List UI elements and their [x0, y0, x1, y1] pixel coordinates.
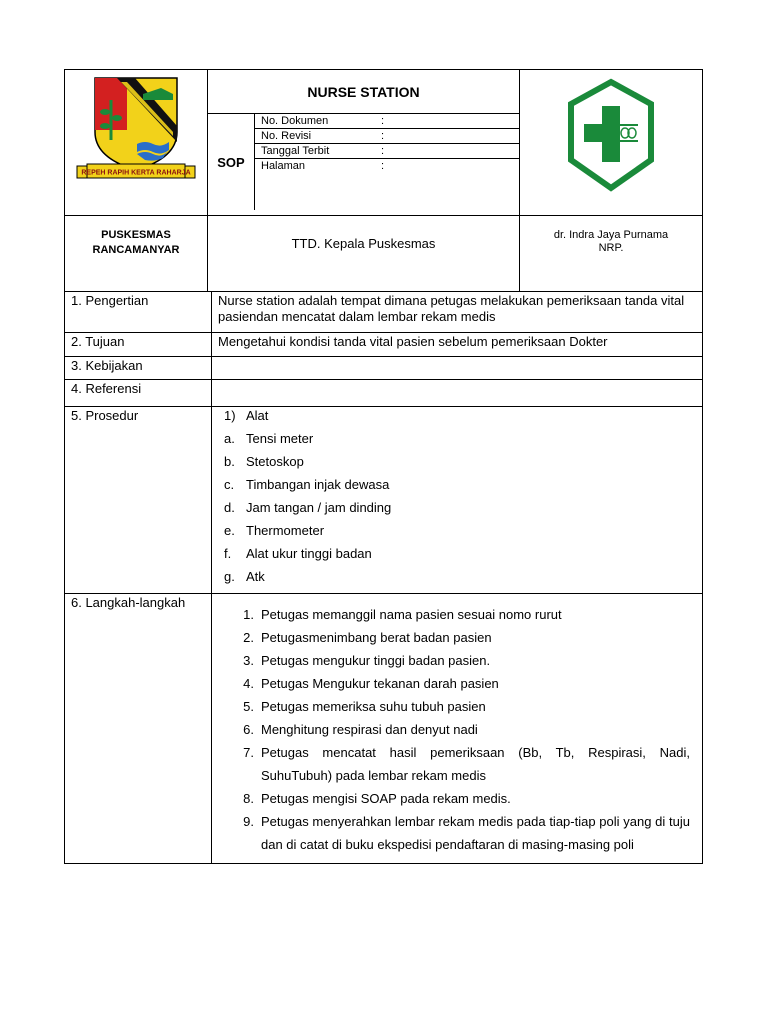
list-item: [232, 718, 690, 741]
section-label: 1. Pengertian: [65, 292, 212, 333]
field-label: No. Revisi: [261, 130, 312, 142]
puskesmas-logo-icon: [520, 70, 702, 210]
section-text: [212, 380, 703, 407]
list-text: Timbangan injak dewasa: [246, 477, 390, 492]
row-kebijakan: [65, 357, 703, 380]
sop-document: [64, 69, 703, 864]
field-no-revisi: [255, 129, 519, 144]
list-marker: b.: [224, 454, 235, 469]
section-label: 3. Kebijakan: [65, 357, 212, 380]
section-label: 6. Langkah-langkah: [65, 594, 212, 864]
field-label: No. Dokumen: [261, 115, 329, 127]
step-text: Petugas memeriksa suhu tubuh pasien: [261, 699, 486, 714]
field-colon: :: [381, 145, 385, 157]
section-label: 2. Tujuan: [65, 333, 212, 357]
puskesmas-logo-cell: [520, 70, 703, 216]
organization-cell: [65, 216, 208, 292]
step-number: 9.: [243, 814, 254, 829]
list-marker: 1): [224, 408, 236, 423]
doctor-nrp: NRP.: [598, 242, 624, 254]
step-number: 8.: [243, 791, 254, 806]
sop-fields: [255, 114, 519, 210]
step-text: Petugas mencatat hasil pemeriksaan (Bb, Tb, Respirasi, Nadi, SuhuTubuh) pada lembar rekam medis: [261, 745, 690, 783]
sign-table: [64, 215, 703, 292]
section-label: 4. Referensi: [65, 380, 212, 407]
list-text: Jam tangan / jam dinding: [246, 500, 392, 515]
section-text: Nurse station adalah tempat dimana petugas melakukan pemeriksaan tanda vital pasiendan mencatat dalam lembar rekam medis: [212, 292, 703, 333]
section-text: Mengetahui kondisi tanda vital pasien sebelum pemeriksaan Dokter: [212, 333, 703, 357]
step-text: Petugas Mengukur tekanan darah pasien: [261, 676, 499, 691]
document-title: NURSE STATION: [208, 70, 519, 114]
list-text: Thermometer: [246, 523, 325, 538]
doctor-cell: [520, 216, 703, 292]
prosedur-list: [212, 407, 703, 594]
field-label: Tanggal Terbit: [261, 145, 330, 157]
row-langkah: [65, 594, 703, 864]
field-tanggal-terbit: [255, 144, 519, 159]
step-number: 1.: [243, 607, 254, 622]
list-marker: f.: [224, 546, 232, 561]
org-name-line2: RANCAMANYAR: [92, 244, 180, 256]
field-halaman: [255, 159, 519, 173]
step-number: 6.: [243, 722, 254, 737]
list-item: [224, 500, 696, 523]
list-marker: a.: [224, 431, 235, 446]
list-marker: d.: [224, 500, 235, 515]
list-text: Alat ukur tinggi badan: [246, 546, 372, 561]
list-item: [232, 649, 690, 672]
step-text: Petugas mengukur tinggi badan pasien.: [261, 653, 491, 668]
step-text: Petugas menyerahkan lembar rekam medis pada tiap-tiap poli yang di tuju dan di catat di buku ekspedisi pendaftaran di masing-masing poli: [261, 814, 690, 852]
step-number: 3.: [243, 653, 254, 668]
step-text: Petugas mengisi SOAP pada rekam medis.: [261, 791, 511, 806]
list-text: Tensi meter: [246, 431, 314, 446]
list-text: Alat: [246, 408, 269, 423]
list-item: [232, 810, 690, 856]
regency-crest-icon: [65, 70, 207, 210]
header-middle-cell: [208, 70, 520, 216]
list-item: [224, 546, 696, 569]
list-item: [224, 431, 696, 454]
list-item: [224, 477, 696, 500]
field-label: Halaman: [261, 160, 306, 172]
list-item: [224, 408, 696, 431]
step-text: Petugasmenimbang berat badan pasien: [261, 630, 492, 645]
section-text: [212, 357, 703, 380]
list-item: [232, 741, 690, 787]
step-text: Petugas memanggil nama pasien sesuai nomo rurut: [261, 607, 562, 622]
step-number: 7.: [243, 745, 254, 760]
row-referensi: [65, 380, 703, 407]
field-colon: :: [381, 130, 385, 142]
list-text: Stetoskop: [246, 454, 304, 469]
regency-logo-cell: [65, 70, 208, 216]
list-item: [224, 569, 696, 592]
sop-label: SOP: [208, 114, 255, 210]
sop-block: [208, 114, 519, 210]
step-number: 5.: [243, 699, 254, 714]
list-item: [232, 695, 690, 718]
list-item: [224, 523, 696, 546]
list-marker: g.: [224, 569, 235, 584]
list-marker: c.: [224, 477, 235, 492]
header-table: [64, 69, 703, 216]
list-item: [224, 454, 696, 477]
field-no-dokumen: [255, 114, 519, 129]
list-marker: e.: [224, 523, 235, 538]
row-tujuan: [65, 333, 703, 357]
row-pengertian: [65, 292, 703, 333]
list-item: [232, 603, 690, 626]
list-item: [232, 672, 690, 695]
list-item: [232, 787, 690, 810]
section-label: 5. Prosedur: [65, 407, 212, 594]
step-number: 4.: [243, 676, 254, 691]
signature-label: TTD. Kepala Puskesmas: [208, 216, 520, 292]
crest-banner-text: REPEH RAPIH KERTA RAHARJA: [81, 169, 191, 177]
step-text: Menghitung respirasi dan denyut nadi: [261, 722, 478, 737]
langkah-list: [212, 594, 703, 864]
list-item: [232, 626, 690, 649]
org-name-line1: PUSKESMAS: [101, 229, 171, 241]
doctor-name: dr. Indra Jaya Purnama: [553, 229, 669, 241]
list-text: Atk: [246, 569, 265, 584]
row-prosedur: [65, 407, 703, 594]
content-table: [64, 291, 703, 864]
field-colon: :: [381, 160, 385, 172]
field-colon: :: [381, 115, 385, 127]
step-number: 2.: [243, 630, 254, 645]
